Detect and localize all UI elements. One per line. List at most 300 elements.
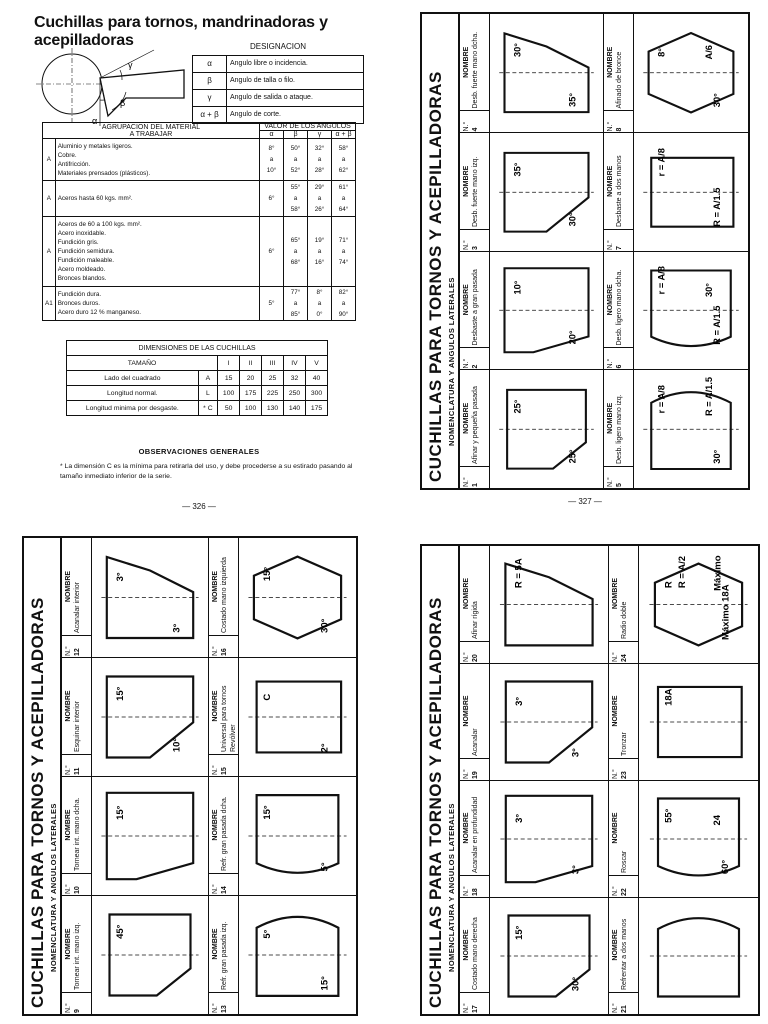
tool-name-block [209,658,238,754]
tool-cell-header [460,371,490,489]
alpha-beta-col: α + β [332,131,356,139]
sheet-title: CUCHILLAS PARA TORNOS Y ACEPILLADORAS [426,597,445,1008]
tool-number [460,758,489,780]
tool-profile-drawing [243,662,352,772]
angle-label: C [262,693,274,701]
designacion-row: β Angulo de talla o filo. [193,72,364,89]
tool-drawing [643,550,754,659]
tool-cell-header [62,896,92,1014]
tool-drawing [638,375,744,485]
tool-number [209,754,238,776]
tool-number-value: 5 [616,483,623,487]
angle-label: r = A/8 [656,148,667,177]
tool-cell [604,133,748,252]
tool-profile-drawing [494,785,604,893]
tool-name: Tornear int. mano izq. [74,922,81,990]
tool-drawing [638,18,744,129]
angle-label: 15° [262,566,274,582]
name-label: NOMBRE [607,46,614,78]
tool-name-block [609,664,638,758]
name-label: NOMBRE [463,929,470,961]
angles-header: VALOR DE LOS ANGULOS [260,123,356,131]
name-label: NOMBRE [607,165,614,197]
gamma-label: γ [128,60,133,70]
angle-label: 3° [171,623,183,633]
name-label: NOMBRE [463,46,470,78]
angle-label: 30° [567,212,578,227]
dimension-row: Longitud normal. L 100 175 225 250 300 [67,386,328,401]
tool-drawing [494,138,599,248]
tool-profile-drawing [243,900,352,1010]
tool-name-block [62,658,91,754]
tool-profile-drawing [494,256,599,366]
angle-label: R = A/1.5 [712,187,723,227]
tool-name: Acanalar en profundidad [472,796,479,873]
tool-cell-header [609,664,639,780]
page-326 [34,10,364,518]
number-label: N.° [463,358,470,369]
tool-cell [609,897,758,1014]
tool-name: Desbaste a dos manos [616,155,623,227]
gamma-col: γ [308,131,332,139]
name-label: NOMBRE [212,809,219,841]
tool-number-value: 6 [616,364,623,369]
tool-number-value: 12 [74,648,81,656]
tool-number [460,111,489,133]
angle-label: 10° [512,281,523,295]
tool-outline [658,918,739,996]
angle-label: 30° [712,93,723,108]
tool-name: Radio doble [621,601,628,639]
angle-label: 2° [319,743,331,753]
tool-name-block [609,781,638,875]
name-label: NOMBRE [463,402,470,434]
name-label: NOMBRE [463,812,470,844]
beta-label: β [120,98,126,108]
tool-drawing [494,902,604,1010]
tool-cell-header [604,252,634,370]
number-label: N.° [607,477,614,487]
tool-profile-drawing [96,900,204,1010]
number-label: N.° [65,646,72,656]
sheet-title: CUCHILLAS PARA TORNOS Y ACEPILLADORAS [426,71,445,482]
tool-name-block [209,538,238,635]
angle-label: 20° [567,331,578,345]
tool-drawing [638,138,744,248]
angle-label: 8° [656,48,667,58]
tool-number [609,641,638,663]
angle-label: 5° [262,929,274,939]
angle-label: 30° [512,43,523,58]
tool-cell [604,251,748,370]
tool-cell-header [460,546,490,663]
page-327 [420,12,750,490]
angle-label: 30° [712,449,723,464]
material-row: A Aluminio y metales ligeros. Cobre. Antifricción. Materiales prensados (plásticos). 8° a 10° 50° a 52° 32° a 28° 58° a 62° [43,139,356,181]
tool-name: Acanalar [472,728,479,756]
number-label: N.° [212,646,219,656]
number-label: N.° [463,769,470,779]
tool-drawing [243,542,352,653]
angle-label: 30° [570,976,582,992]
tool-number [209,635,238,657]
tool-grid [458,14,748,488]
number-label: N.° [612,886,619,896]
tool-cell [609,663,758,780]
observaciones-title: OBSERVACIONES GENERALES [138,447,260,456]
tool-profile-drawing [494,138,599,248]
tool-drawing [96,900,204,1010]
tool-number-value: 7 [616,246,623,250]
tool-name: Refrentar a dos manos [621,918,628,990]
tool-name: Esquinar interior [74,701,81,752]
number-label: N.° [612,769,619,779]
angle-label: 15° [319,976,331,991]
tool-number-value: 11 [74,767,81,775]
tool-profile-drawing [643,785,754,893]
tool-drawing [494,785,604,893]
tool-drawing [243,662,352,772]
tool-number-value: 21 [621,1005,628,1013]
dimensions-table: DIMENSIONES DE LAS CUCHILLAS TAMAÑO I II III IV V Lado del cuadrado A 15 20 25 32 40 Longitud normal. L 100 175 225 250 300 Longitud minima por desgaste. * C 50 100 130 140 175 [66,340,328,416]
tool-cell [209,538,356,657]
tool-name: Acanalar interior [74,582,81,633]
angle-label: 18A [663,688,675,706]
angle-label: 35° [512,162,523,177]
material-row: A1 Fundición dura. Bronces duros. Acero duro 12 % manganeso. 5° 77° a 85° 8° a 0° 82° a 90° [43,287,356,321]
angle-label: 35° [567,93,578,108]
number-label: N.° [463,1003,470,1013]
name-label: NOMBRE [65,809,72,841]
number-label: N.° [463,886,470,896]
angle-label: 30° [704,283,715,298]
name-label: NOMBRE [612,812,619,844]
tool-name: Refr. gran pasada dcha. [221,796,228,871]
angle-label: r = A/8 [656,385,667,414]
angle-label: 3° [115,572,126,582]
tool-name-block [62,896,91,992]
name-label: NOMBRE [463,284,470,316]
sheet-title: CUCHILLAS PARA TORNOS Y ACEPILLADORAS [28,597,47,1008]
tool-name-block [460,781,489,875]
tool-drawing [643,785,754,893]
tool-name-block [460,371,489,467]
angle-label: 25° [512,399,523,414]
tool-name-block [609,898,638,992]
tool-cell-header [209,896,239,1014]
tool-number [62,992,91,1014]
tool-cell [209,895,356,1014]
tool-profile-drawing [638,375,744,485]
tool-cell [62,895,209,1014]
tool-number [62,873,91,895]
number-label: N.° [212,884,219,894]
tool-cell [460,546,609,663]
angle-label: 10° [171,737,183,753]
tool-name: Afinar rígida [472,601,479,639]
tool-cell [460,14,604,133]
tool-name: Afinado de bronce [616,51,623,109]
tool-name-block [604,134,633,230]
tool-number-value: 3 [472,246,479,250]
angle-label: 5° [319,862,331,872]
tool-profile-drawing [638,256,744,366]
number-label: N.° [612,1003,619,1013]
tool-number [460,992,489,1014]
tool-drawing [494,18,599,129]
material-row: A Aceros hasta 60 kgs. mm². 6° 55° a 58° 29° a 26° 61° a 64° [43,181,356,217]
tool-cell-header [460,781,490,897]
tool-name-block [604,252,633,348]
tool-number [62,754,91,776]
material-header: AGRUPACION DEL MATERIAL A TRABAJAR [43,123,260,139]
angle-label: 15° [514,925,525,940]
angle-label: 3° [514,813,525,823]
material-angle-table [42,122,356,321]
tool-cell [62,657,209,776]
tool-name: Costado mano izquierda [221,557,228,633]
tool-number-value: 15 [221,767,228,775]
tool-profile-drawing [643,550,754,659]
tool-cell-header [460,252,490,370]
tool-number-value: 22 [621,888,628,896]
number-label: N.° [463,652,470,662]
tool-drawing [643,902,754,1010]
tool-number-value: 9 [74,1009,81,1013]
tool-cell-header [460,14,490,133]
tool-drawing [96,781,204,891]
angle-label: R [663,581,675,589]
angle-label: 3° [570,865,582,875]
tool-name-block [604,14,633,111]
tool-cell-header [604,14,634,133]
name-label: NOMBRE [607,284,614,316]
tool-profile-drawing [638,138,744,248]
name-label: NOMBRE [65,570,72,603]
tool-cell-header [609,781,639,897]
page-title: Cuchillas para tornos, mandrinadoras y acepilladoras [34,14,328,49]
tool-drawing [643,668,754,776]
tool-name-block [62,538,91,635]
tool-angle-diagram [34,40,189,130]
tool-number [209,992,238,1014]
angle-label: R = A/1.5 [704,376,715,416]
number-label: N.° [607,358,614,369]
tool-drawing [494,550,604,659]
tool-name: Desb. fuerte mano izq. [472,156,479,227]
tool-cell-header [209,538,239,657]
number-label: N.° [612,652,619,662]
tool-cell-header [62,538,92,657]
name-label: NOMBRE [212,570,219,603]
tool-cell-header [460,134,490,252]
tool-profile-drawing [638,18,744,129]
tool-cell [209,776,356,895]
tool-number-value: 18 [472,888,479,896]
tool-name-block [209,777,238,873]
tool-number-value: 19 [472,771,479,779]
tool-cell-header [609,546,639,663]
tool-name: Refr. gran pasada izq. [221,921,228,990]
tool-name: Desbaste a gran pasada [472,269,479,346]
name-label: NOMBRE [607,402,614,434]
angle-label: 25° [567,449,578,464]
tool-number [609,875,638,897]
tool-number [604,348,633,370]
angle-label: 30° [319,618,331,633]
tool-name: Afinar y pequeña pasada [472,386,479,464]
tool-cell [604,370,748,489]
angle-label: 3° [570,748,582,758]
material-row: A Aceros de 60 a 100 kgs. mm². Acero inoxidable. Fundición gris. Fundición semidura. Fundición maleable. Acero moldeado. Bronces blandos. 6° 65° a 68° 19° a 16° 71° a 74° [43,217,356,287]
tool-number [604,229,633,251]
tool-grid [458,546,758,1014]
angle-label: 3° [514,696,525,706]
angle-label: R = 5A [513,558,525,589]
tool-cell-header [460,898,490,1014]
name-label: NOMBRE [463,695,470,727]
designacion-row: α + β Angulo de corte. [193,106,364,123]
tool-number [604,111,633,133]
tool-cell-header [209,658,239,776]
tool-cell [460,780,609,897]
tool-profile-drawing [494,668,604,776]
tool-name: Universal para tornos Revólver [221,685,237,752]
name-label: NOMBRE [212,928,219,960]
page-number: — 326 — [182,502,216,511]
number-label: N.° [463,477,470,487]
angle-label: 15° [115,805,126,820]
tool-drawing [494,668,604,776]
tool-name: Desb. fuerte mano dcha. [472,31,479,109]
tool-cell [62,538,209,657]
tool-profile-drawing [494,18,599,129]
tool-cell-header [460,664,490,780]
tool-cell [460,251,604,370]
number-label: N.° [607,240,614,250]
tool-number [460,875,489,897]
tool-number [460,641,489,663]
name-label: NOMBRE [463,165,470,197]
name-label: NOMBRE [612,577,619,610]
tool-name: Desb. ligero mano izq. [616,394,623,464]
tool-number [609,758,638,780]
name-label: NOMBRE [65,928,72,960]
designacion-row: γ Angulo de salida o ataque. [193,89,364,106]
tool-profile-drawing [494,375,599,485]
tool-number-value: 23 [621,771,628,779]
tool-name-block [604,371,633,467]
tool-number [609,992,638,1014]
number-label: N.° [463,121,470,132]
angle-label: 24 [712,815,724,826]
number-label: N.° [463,240,470,250]
angle-label: 45° [115,924,126,939]
tool-cell [460,663,609,780]
tool-number-value: 10 [74,886,81,894]
tool-name: Tornear int. mano dcha. [74,797,81,871]
tool-cell-header [62,658,92,776]
tool-name-block [460,252,489,348]
name-label: NOMBRE [212,690,219,722]
tool-name-block [609,546,638,641]
tool-number-value: 16 [221,648,228,656]
designacion-table [192,38,364,124]
tool-cell [460,370,604,489]
sheet-subtitle: NOMENCLATURA Y ANGULOS LATERALES [49,803,58,972]
tool-profile-drawing [96,542,204,653]
dimension-row: Longitud minima por desgaste. * C 50 100 130 140 175 [67,401,328,416]
number-label: N.° [65,1003,72,1013]
tool-cell [609,780,758,897]
angle-label: R = A/1.5 [712,306,723,346]
tool-number-value: 14 [221,886,228,894]
sheet-subtitle: NOMENCLATURA Y ANGULOS LATERALES [447,803,456,972]
tool-name: Roscar [621,850,628,873]
angle-label: Máximo [712,555,724,591]
tool-profile-drawing [494,902,604,1010]
tool-cell-header [209,777,239,895]
beta-col: β [284,131,308,139]
tool-cell-header [609,898,639,1014]
number-label: N.° [607,121,614,132]
tool-number [460,348,489,370]
tool-number-value: 13 [221,1005,228,1013]
observaciones-text: * La dimensión C es la mínima para retirarla del uso, y debe procederse a su estirado pasando al tamaño inmediato inferior de la serie. [60,463,353,480]
tool-profile-drawing [643,668,754,776]
tool-cell-header [62,777,92,895]
name-label: NOMBRE [65,690,72,722]
tool-number-value: 17 [472,1005,479,1013]
tool-name: Desb. ligero mano dcha. [616,269,623,346]
sheet-tools-9-16 [22,536,358,1016]
tool-name: Costado mano derecha [472,917,479,990]
tool-name-block [460,898,489,992]
tool-profile-drawing [643,902,754,1010]
angle-label: A/6 [704,45,715,60]
dimension-row: Lado del cuadrado A 15 20 25 32 40 [67,371,328,386]
tool-profile-drawing [494,550,604,659]
tool-name: Tronzar [621,732,628,756]
name-label: NOMBRE [463,577,470,610]
tool-name-block [460,134,489,230]
angle-label: 60° [720,859,732,875]
tool-cell [604,14,748,133]
angle-label: R = A/2 [676,555,688,589]
page-number: — 327 — [568,497,602,506]
tool-cell [609,546,758,663]
angle-label: r = A/8 [656,266,667,295]
tool-number-value: 4 [472,127,479,132]
designacion-header: DESIGNACION [193,38,364,55]
tool-cell [62,776,209,895]
tool-number-value: 8 [616,127,623,132]
tool-profile-drawing [96,781,204,891]
angle-label: 15° [262,805,274,820]
tool-drawing [243,900,352,1010]
number-label: N.° [212,1003,219,1013]
tool-drawing [494,375,599,485]
alpha-col: α [260,131,284,139]
tool-drawing [494,256,599,366]
name-label: NOMBRE [612,695,619,727]
tool-number-value: 2 [472,364,479,369]
number-label: N.° [212,765,219,775]
sheet-tools-17-24 [420,544,760,1016]
tool-number [604,466,633,488]
tool-cell-header [604,134,634,252]
angle-label: 15° [115,686,126,701]
